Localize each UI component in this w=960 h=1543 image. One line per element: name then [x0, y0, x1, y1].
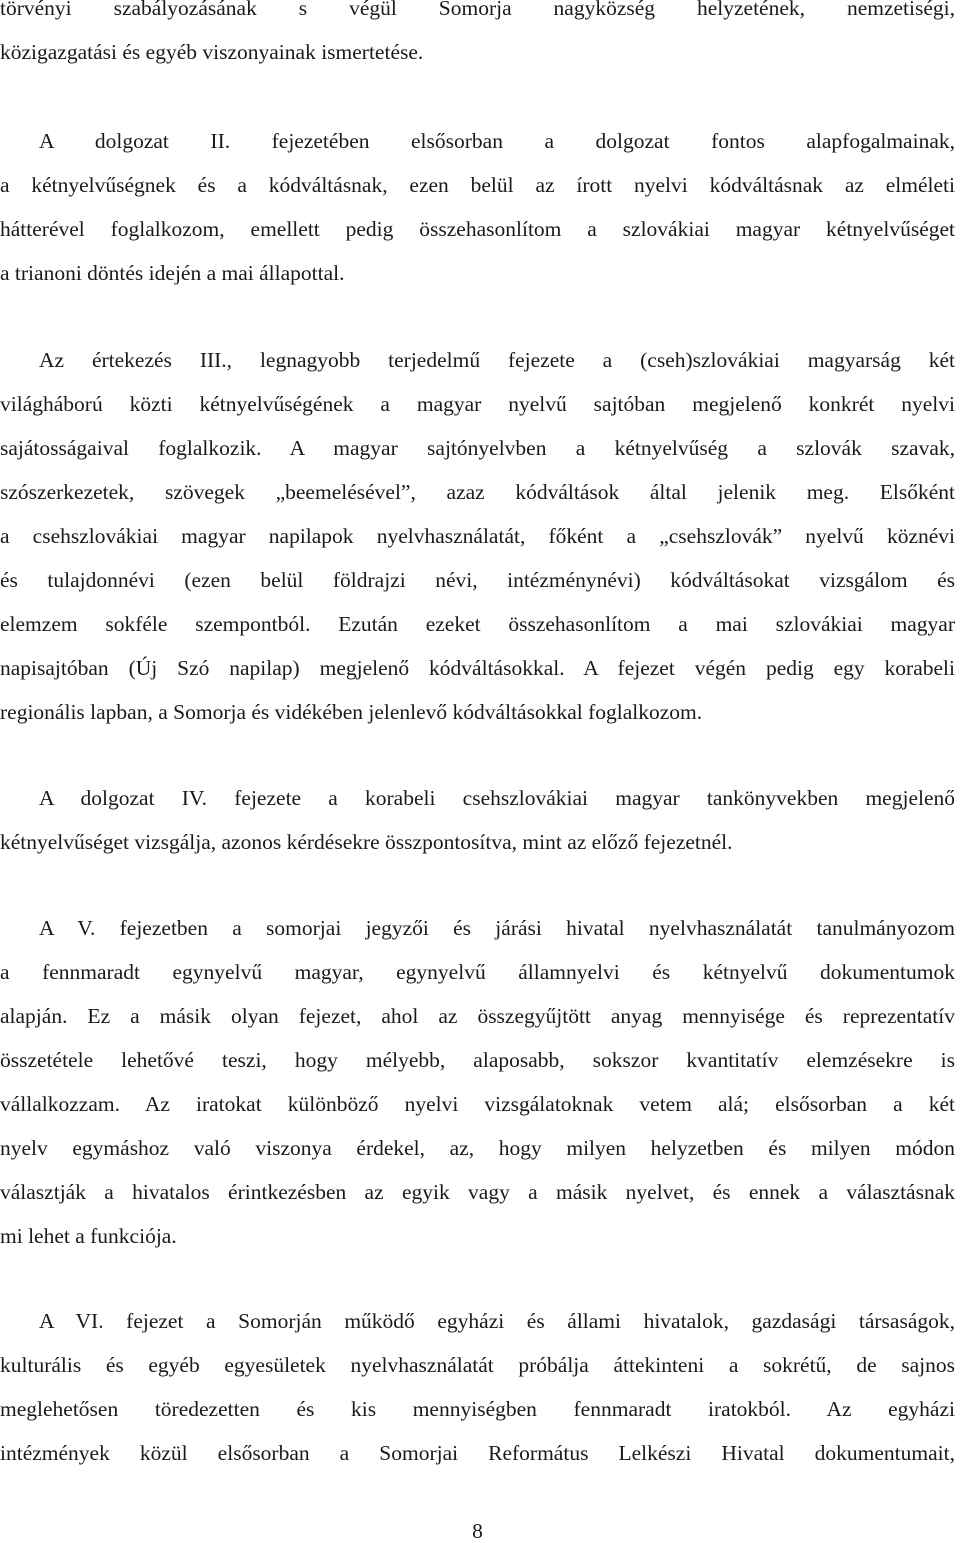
text-line: sajátosságaival foglalkozik. A magyar sajtónyelvben a kétnyelvűség a szlovák szavak,	[0, 436, 955, 460]
text-line: hátterével foglalkozom, emellett pedig összehasonlítom a szlovákiai magyar kétnyelvűséget	[0, 217, 955, 241]
text-line: mi lehet a funkciója.	[0, 1224, 177, 1248]
paragraph-chapter-6	[0, 1306, 955, 1482]
text-line: kulturális és egyéb egyesületek nyelvhasználatát próbálja áttekinteni a sokrétű, de sajnos	[0, 1353, 955, 1377]
text-line: Az értekezés III., legnagyobb terjedelmű fejezete a (cseh)szlovákiai magyarság két	[39, 348, 955, 372]
text-line: elemzem sokféle szempontból. Ezután ezeket összehasonlítom a mai szlovákiai magyar	[0, 612, 955, 636]
text-line: vállalkozzam. Az iratokat különböző nyelvi vizsgálatoknak vetem alá; elsősorban a két	[0, 1092, 955, 1116]
text-line: a fennmaradt egynyelvű magyar, egynyelvű államnyelvi és kétnyelvű dokumentumok	[0, 960, 955, 984]
text-line: meglehetősen töredezetten és kis mennyiségben fennmaradt iratokból. Az egyházi	[0, 1397, 955, 1421]
paragraph-chapter-5	[0, 913, 955, 1265]
text-line: intézmények közül elsősorban a Somorjai Református Lelkészi Hivatal dokumentumait,	[0, 1441, 955, 1465]
text-line: a trianoni döntés idején a mai állapottal.	[0, 261, 345, 285]
text-line: szószerkezetek, szövegek „beemelésével”, azaz kódváltások által jelenik meg. Elsőként	[0, 480, 955, 504]
text-line: összetétele lehetővé teszi, hogy mélyebb, alaposabb, sokszor kvantitatív elemzésekre is	[0, 1048, 955, 1072]
text-line: A dolgozat II. fejezetében elsősorban a dolgozat fontos alapfogalmainak,	[39, 129, 955, 153]
text-line: A V. fejezetben a somorjai jegyzői és járási hivatal nyelvhasználatát tanulmányozom	[39, 916, 955, 940]
text-line: a csehszlovákiai magyar napilapok nyelvhasználatát, főként a „csehszlovák” nyelvű köznévi	[0, 524, 955, 548]
text-line: világháború közti kétnyelvűségének a magyar nyelvű sajtóban megjelenő konkrét nyelvi	[0, 392, 955, 416]
text-line: A VI. fejezet a Somorján működő egyházi és állami hivatalok, gazdasági társaságok,	[39, 1309, 955, 1333]
text-line: közigazgatási és egyéb viszonyainak ismertetése.	[0, 40, 424, 64]
text-line: regionális lapban, a Somorja és vidékében jelenlevő kódváltásokkal foglalkozom.	[0, 700, 703, 724]
text-line: napisajtóban (Új Szó napilap) megjelenő kódváltásokkal. A fejezet végén pedig egy korabeli	[0, 656, 955, 680]
text-line: törvényi szabályozásának s végül Somorja nagyközség helyzetének, nemzetiségi,	[0, 0, 955, 20]
page-number: 8	[472, 1519, 483, 1543]
text-line: a kétnyelvűségnek és a kódváltásnak, ezen belül az írott nyelvi kódváltásnak az elméleti	[0, 173, 955, 197]
text-line: A dolgozat IV. fejezete a korabeli csehszlovákiai magyar tankönyvekben megjelenő	[39, 786, 955, 810]
paragraph-intro-continuation	[0, 0, 955, 81]
paragraph-chapter-2	[0, 126, 955, 302]
paragraph-chapter-4	[0, 783, 955, 871]
text-line: választják a hivatalos érintkezésben az egyik vagy a másik nyelvet, és ennek a választásnak	[0, 1180, 955, 1204]
text-line: kétnyelvűséget vizsgálja, azonos kérdésekre összpontosítva, mint az előző fejezetnél.	[0, 830, 733, 854]
text-line: és tulajdonnévi (ezen belül földrajzi névi, intézménynévi) kódváltásokat vizsgálom és	[0, 568, 955, 592]
paragraph-chapter-3	[0, 345, 955, 741]
text-line: nyelv egymáshoz való viszonya érdekel, az, hogy milyen helyzetben és milyen módon	[0, 1136, 955, 1160]
text-line: alapján. Ez a másik olyan fejezet, ahol az összegyűjtött anyag mennyisége és reprezentatív	[0, 1004, 955, 1028]
